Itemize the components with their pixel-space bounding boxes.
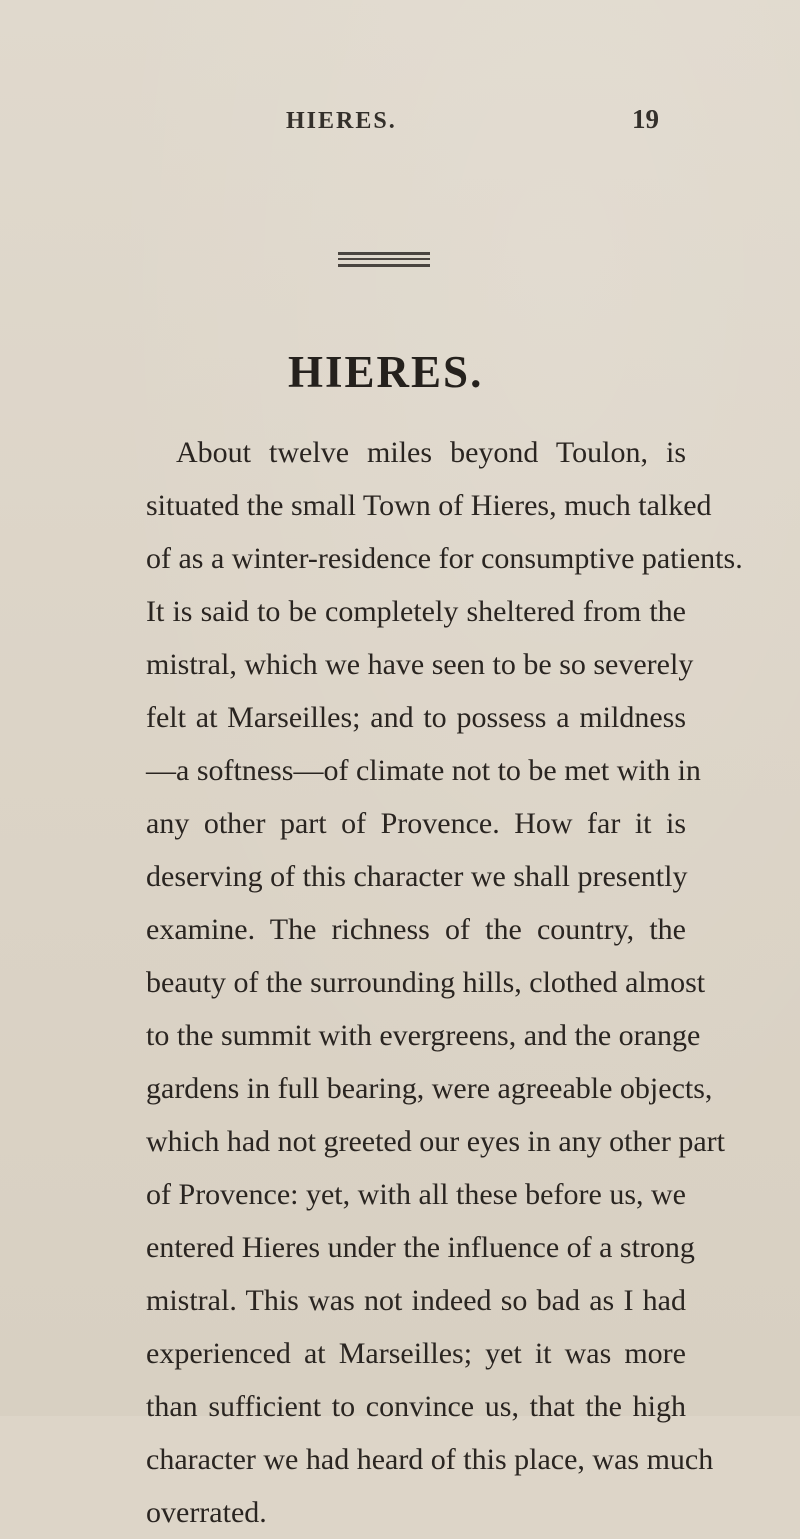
running-head: HIERES. — [286, 108, 397, 134]
text-line: mistral, which we have seen to be so severely — [146, 648, 694, 681]
text-line: which had not greeted our eyes in any other part — [146, 1125, 725, 1158]
text-line: of as a winter-residence for consumptive patients. — [146, 542, 743, 575]
text-line: gardens in full bearing, were agreeable objects, — [146, 1072, 713, 1105]
text-line: examine. The richness of the country, the — [146, 913, 686, 946]
page-number: 19 — [632, 104, 659, 134]
ornamental-rule-top — [338, 252, 430, 255]
text-line: felt at Marseilles; and to possess a mildness — [146, 701, 686, 734]
text-line: character we had heard of this place, was much — [146, 1443, 714, 1476]
text-line: experienced at Marseilles; yet it was more — [146, 1337, 686, 1370]
text-line: —a softness—of climate not to be met with in — [146, 754, 701, 787]
text-line: situated the small Town of Hieres, much talked — [146, 489, 712, 522]
text-line: About twelve miles beyond Toulon, is — [176, 436, 686, 469]
body-paragraph — [146, 426, 743, 1539]
text-line: than sufficient to convince us, that the high — [146, 1390, 686, 1423]
chapter-title: HIERES. — [288, 347, 484, 397]
text-line: overrated. — [146, 1496, 267, 1529]
text-line: mistral. This was not indeed so bad as I had — [146, 1284, 686, 1317]
text-line: to the summit with evergreens, and the orange — [146, 1019, 701, 1052]
ornamental-rule-middle — [338, 258, 430, 260]
text-line: any other part of Provence. How far it is — [146, 807, 686, 840]
text-line: deserving of this character we shall presently — [146, 860, 688, 893]
text-line: of Provence: yet, with all these before us, we — [146, 1178, 686, 1211]
text-line: entered Hieres under the influence of a strong — [146, 1231, 695, 1264]
text-line: beauty of the surrounding hills, clothed almost — [146, 966, 706, 999]
text-line: It is said to be completely sheltered from the — [146, 595, 686, 628]
ornamental-rule-bottom — [338, 264, 430, 267]
